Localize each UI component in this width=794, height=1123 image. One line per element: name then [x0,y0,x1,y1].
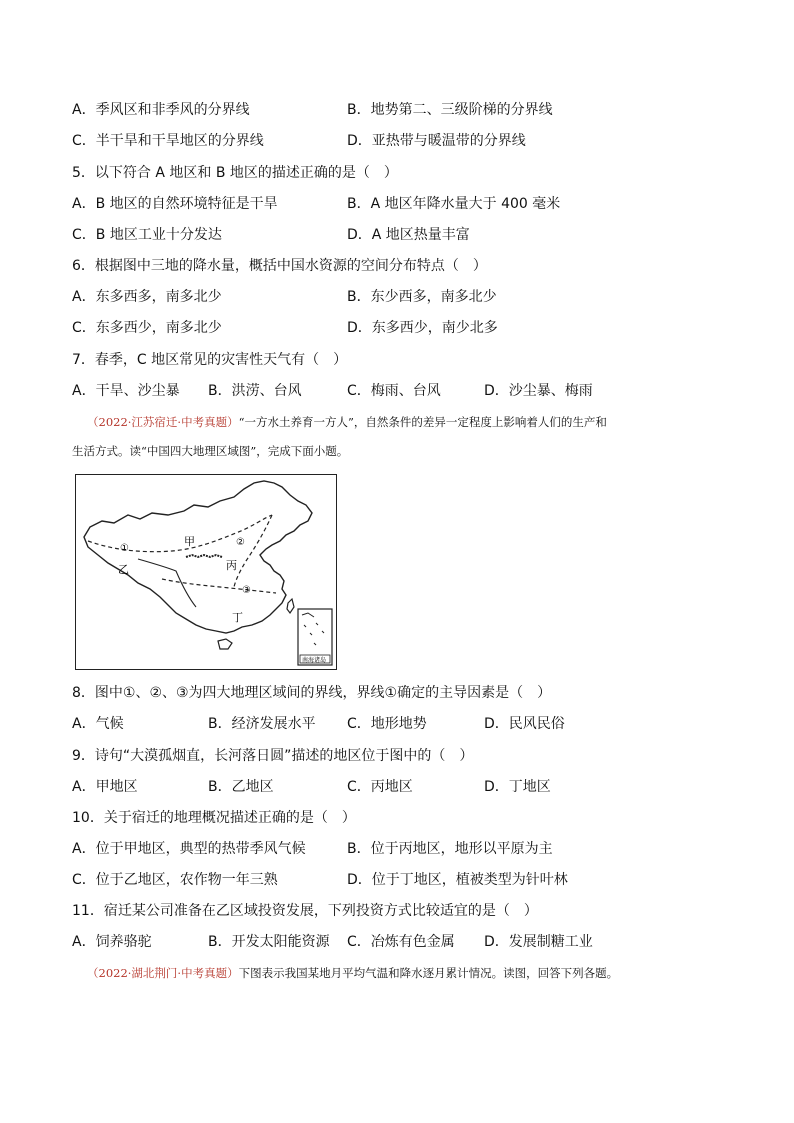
map-label-jia: 甲 [184,535,195,548]
q6-option-c: C．东多西少，南多北少 [72,320,222,336]
map-svg [76,475,335,668]
q11-option-a: A．饲养骆驼 [72,934,152,950]
q7-stem: 7．春季，C 地区常见的灾害性天气有（ ） [72,352,348,368]
q7-option-b: B．洪涝、台风 [208,383,302,399]
q10-option-d: D．位于丁地区，植被类型为针叶林 [347,872,568,888]
taiwan-island [287,599,294,613]
q10-option-b: B．位于丙地区，地形以平原为主 [347,841,553,857]
q8-stem: 8．图中①、②、③为四大地理区域间的界线，界线①确定的主导因素是（ ） [72,685,552,701]
map-marker-3: ③ [242,585,251,596]
q5-option-a: A．B 地区的自然环境特征是干旱 [72,196,278,212]
map-marker-2: ② [236,537,245,548]
map-marker-1: ① [120,543,129,554]
intro2-text: 下图表示我国某地月平均气温和降水逐月累计情况。读图，回答下列各题。 [238,966,619,980]
q9-option-c: C．丙地区 [347,779,413,795]
intro-text: “一方水土养育一方人”，自然条件的差异一定程度上影响着人们的生产和 [238,415,607,429]
q10-option-c: C．位于乙地区，农作物一年三熟 [72,872,278,888]
q6-option-d: D．东多西少，南少北多 [347,320,498,336]
q8-option-a: A．气候 [72,716,124,732]
q6-option-a: A．东多西多，南多北少 [72,289,222,305]
q7-option-c: C．梅雨、台风 [347,383,441,399]
q5-option-d: D．A 地区热量丰富 [347,227,470,243]
boundary-line-plateau [138,559,196,607]
intro-source: （2022·江苏宿迁·中考真题） [87,415,239,429]
q5-option-b: B．A 地区年降水量大于 400 毫米 [347,196,561,212]
q6-option-b: B．东少西多，南多北少 [347,289,497,305]
intro2-source: （2022·湖北荆门·中考真题） [87,966,239,980]
q11-option-c: C．冶炼有色金属 [347,934,455,950]
q11-stem: 11．宿迁某公司准备在乙区域投资发展，下列投资方式比较适宜的是（ ） [72,903,538,919]
boundary-line-3 [162,579,276,593]
map-label-ding: 丁 [232,611,243,624]
boundary-line-2 [234,515,272,587]
hainan-island [218,639,232,649]
china-regions-map [75,474,337,670]
q5-option-c: C．B 地区工业十分发达 [72,227,222,243]
q9-stem: 9．诗句“大漠孤烟直，长河落日圆”描述的地区位于图中的（ ） [72,748,474,764]
q4-option-d: D．亚热带与暖温带的分界线 [347,133,526,149]
q7-option-d: D．沙尘暴、梅雨 [484,383,593,399]
q10-option-a: A．位于甲地区，典型的热带季风气候 [72,841,306,857]
great-wall-line [186,555,222,557]
q4-option-c: C．半干旱和干旱地区的分界线 [72,133,264,149]
q9-option-a: A．甲地区 [72,779,138,795]
q5-stem: 5．以下符合 A 地区和 B 地区的描述正确的是（ ） [72,165,398,181]
q9-option-d: D．丁地区 [484,779,551,795]
q9-option-b: B．乙地区 [208,779,274,795]
q8-option-c: C．地形地势 [347,716,427,732]
section-intro-line2: 生活方式。读“中国四大地理区域图”，完成下面小题。 [72,444,349,458]
map-label-yi: 乙 [118,563,129,576]
q8-option-b: B．经济发展水平 [208,716,316,732]
q8-option-d: D．民风民俗 [484,716,565,732]
q7-option-a: A．干旱、沙尘暴 [72,383,180,399]
q10-stem: 10．关于宿迁的地理概况描述正确的是（ ） [72,810,356,826]
section-intro-line1 [87,414,607,430]
inset-label: 南海诸岛 [302,657,327,664]
map-label-bing: 丙 [226,559,237,572]
q4-option-a: A．季风区和非季风的分界线 [72,102,250,118]
q6-stem: 6．根据图中三地的降水量，概括中国水资源的空间分布特点（ ） [72,258,487,274]
section-intro-2 [87,965,618,981]
q11-option-b: B．开发太阳能资源 [208,934,330,950]
q11-option-d: D．发展制糖工业 [484,934,593,950]
q4-option-b: B．地势第二、三级阶梯的分界线 [347,102,553,118]
